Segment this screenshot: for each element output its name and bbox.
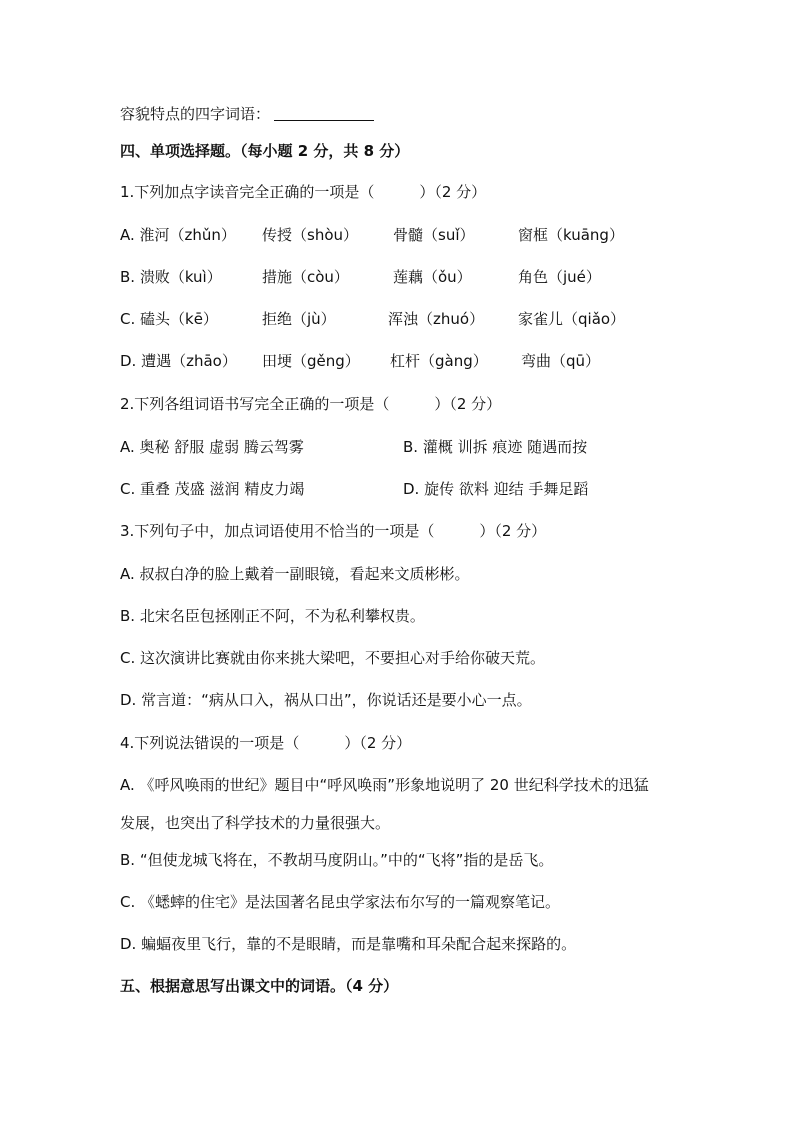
q3-option-a: A. 叔叔白净的脸上戴着一副眼镜，看起来文质彬彬。 (120, 565, 470, 583)
section-5-heading: 五、根据意思写出课文中的词语。（4 分） (120, 977, 399, 995)
intro-text: 容貌特点的四字词语： (120, 105, 271, 123)
q1-b-2: 措施（còu） (262, 268, 349, 286)
q1-a-2: 传授（shòu） (262, 226, 359, 244)
q4-option-a-line2: 发展，也突出了科学技术的力量很强大。 (120, 814, 391, 832)
q1-d-3: 杠杆（gàng） (390, 352, 488, 370)
q3-option-c: C. 这次演讲比赛就由你来挑大梁吧，不要担心对手给你破天荒。 (120, 649, 546, 667)
q1-stem: 1.下列加点字读音完全正确的一项是（ ）（2 分） (120, 183, 487, 201)
q1-d-1: D. 遭遇（zhāo） (120, 352, 237, 370)
q3-stem: 3.下列句子中，加点词语使用不恰当的一项是（ ）（2 分） (120, 522, 547, 540)
q4-option-a-line1: A. 《呼风唤雨的世纪》题目中“呼风唤雨”形象地说明了 20 世纪科学技术的迅猛 (120, 776, 649, 794)
q1-a-4: 窗框（kuāng） (518, 226, 624, 244)
q2-stem: 2.下列各组词语书写完全正确的一项是（ ）（2 分） (120, 395, 502, 413)
q1-c-1: C. 磕头（kē） (120, 310, 218, 328)
q2-c: C. 重叠 茂盛 滋润 精皮力竭 (120, 480, 305, 498)
q2-d: D. 旋传 欲料 迎结 手舞足蹈 (403, 480, 589, 498)
q3-option-b: B. 北宋名臣包拯刚正不阿，不为私利攀权贵。 (120, 607, 425, 625)
q1-c-2: 拒绝（jù） (262, 310, 336, 328)
q1-a-1: A. 淮河（zhǔn） (120, 226, 236, 244)
q1-b-4: 角色（jué） (518, 268, 601, 286)
q1-d-2: 田埂（gěng） (262, 352, 360, 370)
q4-option-b: B. “但使龙城飞将在，不教胡马度阴山。”中的“飞将”指的是岳飞。 (120, 851, 554, 869)
q1-b-1: B. 溃败（kuì） (120, 268, 222, 286)
q1-d-4: 弯曲（qū） (521, 352, 601, 370)
q4-option-d: D. 蝙蝠夜里飞行，靠的不是眼睛，而是靠嘴和耳朵配合起来探路的。 (120, 935, 577, 953)
q2-a: A. 奥秘 舒服 虚弱 腾云驾雾 (120, 438, 304, 456)
q4-stem: 4.下列说法错误的一项是（ ）（2 分） (120, 734, 412, 752)
q4-option-c: C. 《蟋蟀的住宅》是法国著名昆虫学家法布尔写的一篇观察笔记。 (120, 893, 561, 911)
q1-c-4: 家雀儿（qiǎo） (518, 310, 626, 328)
q3-option-d: D. 常言道：“病从口入，祸从口出”，你说话还是要小心一点。 (120, 691, 532, 709)
q1-c-3: 浑浊（zhuó） (388, 310, 485, 328)
q1-a-3: 骨髓（suǐ） (393, 226, 475, 244)
q2-b: B. 灌概 训拆 痕迹 随遇而按 (403, 438, 588, 456)
intro-line (120, 104, 374, 124)
q1-b-3: 莲藕（ǒu） (393, 268, 472, 286)
section-4-heading: 四、单项选择题。（每小题 2 分，共 8 分） (120, 142, 410, 160)
answer-blank[interactable] (274, 104, 374, 121)
